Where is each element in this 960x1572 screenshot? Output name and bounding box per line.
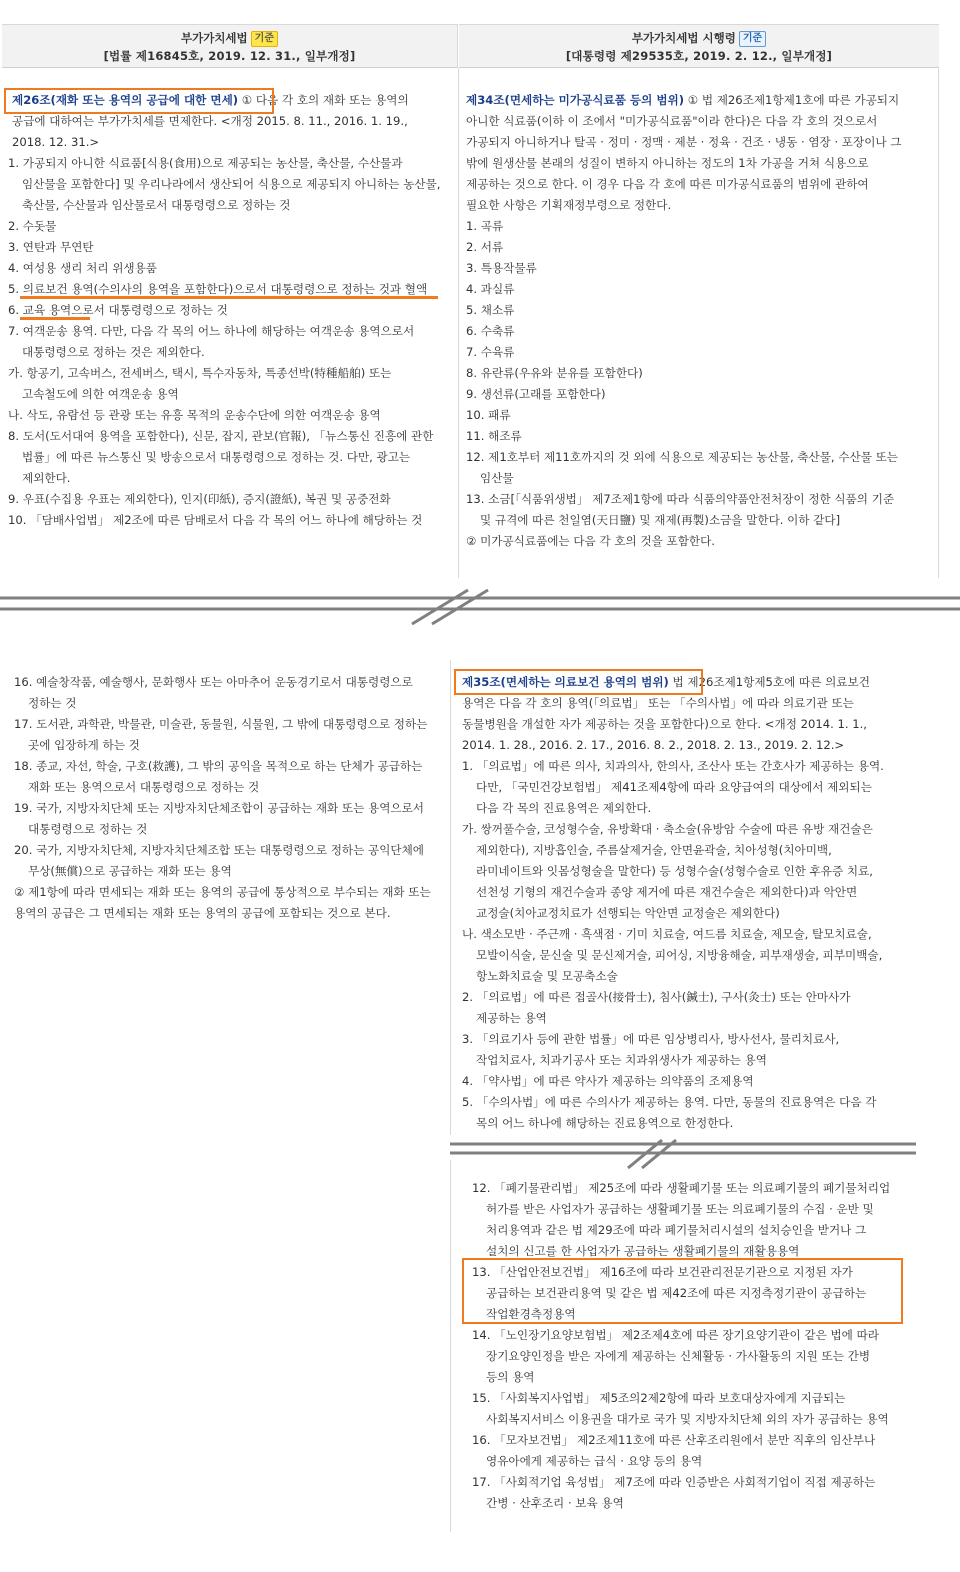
article-26-item: 가. 항공기, 고속버스, 전세버스, 택시, 특수자동차, 특종선박(特種船舶) 또는 고속철도에 의한 여객운송 용역 (8, 366, 392, 401)
article-35-section (462, 672, 894, 1134)
column-border (938, 68, 939, 578)
article-35-continued (472, 1178, 892, 1514)
article-26-item: 4. 여성용 생리 처리 위생용품 (8, 261, 157, 275)
article-35-item: 나. 색소모반 · 주근깨 · 흑색점 · 기미 치료술, 여드름 치료술, 제모술, 탈모치료술, 모발이식술, 문신술 및 문신제거술, 피어싱, 지방융해술, 피부재생술, 피부미백술, 항노화치료술 및 모공축소술 (462, 927, 883, 983)
section-break-marker (450, 1138, 916, 1170)
article-26-item: 7. 여객운송 용역. 다만, 다음 각 목의 어느 하나에 해당하는 여객운송 용역으로서 대통령령으로 정하는 것은 제외한다. (8, 324, 415, 359)
article-26-item: 1. 가공되지 아니한 식료품[식용(食用)으로 제공되는 농산물, 축산물, 수산물과 임산물을 포함한다] 및 우리나라에서 생산되어 식용으로 제공되지 아니하는 농산물, 축산물, 수산물과 임산물로서 대통령령으로 정하는 것 (8, 156, 441, 212)
article-34-item: 2. 서류 (466, 240, 504, 254)
article-34-item: 6. 수축류 (466, 324, 515, 338)
article-35-item: 5. 「수의사법」에 따른 수의사가 제공하는 용역. 다만, 동물의 진료용역은 다음 각 목의 어느 하나에 해당하는 진료용역으로 한정한다. (462, 1095, 877, 1130)
article-35-item: 13. 「산업안전보건법」 제16조에 따라 보건관리전문기관으로 지정된 자가 공급하는 보건관리용역 및 같은 법 제42조에 따른 지정측정기관이 공급하는 작업환경측정용역 (472, 1265, 867, 1321)
article-34-section (466, 90, 902, 552)
article-26-item: 6. 교육 용역으로서 대통령령으로 정하는 것 (8, 303, 228, 317)
section-break-marker (0, 586, 960, 628)
article-34-intro: ① 법 제26조제1항제1호에 따른 가공되지 아니한 식료품(이하 이 조에서 "미가공식료품"이라 한다)은 다음 각 호의 것으로서 가공되지 아니하거나 탈곡 · 정미 · 정맥 · 제분 · 정육 · 건조 · 냉동 · 염장 · 포장이나 그 밖에 원생산물 본래의 성질이 변하지 아니하는 정도의 1차 가공을 거쳐 식용으로 제공하는 것으로 한다. 이 경우 다음 각 호에 따른 미가공식료품의 범위에 관하여 필요한 사항은 기획재정부령으로 정한다. (466, 93, 902, 212)
article-26-title: 제26조(재화 또는 용역의 공급에 대한 면세) (12, 93, 239, 107)
article-35-intro: 법 제26조제1항제5호에 따른 의료보건 용역은 다음 각 호의 용역(「의료법」 또는 「수의사법」에 따라 의료기관 또는 동물병원을 개설한 자가 제공하는 것을 포함한다)으로 한다. <개정 2014. 1. 1., 2014. 1. 28., 2016. 2. 17., 2016. 8. 2., 2018. 2. 13., 2019. 2. 12.> (462, 675, 870, 752)
highlight-box-article-35 (454, 669, 703, 695)
article-35-item: 가. 쌍꺼풀수술, 코성형수술, 유방확대 · 축소술(유방암 수술에 따른 유방 재건술은 제외한다), 지방흡인술, 주름살제거술, 안면윤곽술, 치아성형(치아미백, 라미네이트와 잇몸성형술을 말한다) 등 성형수술(성형수술로 인한 후유증 치료, 선천성 기형의 재건수술과 종양 제거에 따른 재건수술은 제외한다)과 악안면 교정술(치아교정치료가 선행되는 악안면 교정술은 제외한다) (462, 822, 873, 920)
decree-title: 부가가치세법 시행령 (631, 31, 736, 45)
article-34-item: 13. 소금[「식품위생법」 제7조제1항에 따라 식품의약품안전처장이 정한 식품의 기준 및 규격에 따른 천일염(天日鹽) 및 재제(再製)소금을 말한다. 이하 같다] (466, 492, 895, 527)
highlight-box-item-13 (462, 1258, 903, 1324)
article-35-item: 2. 「의료법」에 따른 접골사(接骨士), 침사(鍼士), 구사(灸士) 또는 안마사가 제공하는 용역 (462, 990, 851, 1025)
article-26-para2: ② 제1항에 따라 면세되는 재화 또는 용역의 공급에 통상적으로 부수되는 재화 또는 용역의 공급은 그 면세되는 재화 또는 용역의 공급에 포함되는 것으로 본다. (14, 885, 431, 920)
law-column-header (2, 24, 458, 68)
highlight-underline (20, 317, 90, 320)
article-34-item: 5. 채소류 (466, 303, 515, 317)
article-26-item: 8. 도서(도서대여 용역을 포함한다), 신문, 잡지, 관보(官報), 「뉴스통신 진흥에 관한 법률」에 따른 뉴스통신 및 방송으로서 대통령령으로 정하는 것. 다만, 광고는 제외한다. (8, 429, 434, 485)
column-divider (450, 660, 451, 1135)
column-divider (458, 68, 459, 578)
law-standard-tag[interactable]: 기준 (251, 31, 278, 47)
law-subtitle: [법률 제16845호, 2019. 12. 31., 일부개정] (103, 49, 356, 63)
article-34-item: 9. 생선류(고래를 포함한다) (466, 387, 606, 401)
article-26-section (8, 90, 442, 531)
article-35-item: 1. 「의료법」에 따른 의사, 치과의사, 한의사, 조산사 또는 간호사가 제공하는 용역. 다만, 「국민건강보험법」 제41조제4항에 따라 요양급여의 대상에서 제외되는 다음 각 목의 진료용역은 제외한다. (462, 759, 884, 815)
article-35-item: 16. 「모자보건법」 제2조제11호에 따른 산후조리원에서 분만 직후의 임산부나 영유아에게 제공하는 급식 · 요양 등의 용역 (472, 1433, 876, 1468)
law-title: 부가가치세법 (181, 31, 248, 45)
article-26-item: 19. 국가, 지방자치단체 또는 지방자치단체조합이 공급하는 재화 또는 용역으로서 대통령령으로 정하는 것 (14, 801, 424, 836)
article-35-item: 4. 「약사법」에 따른 약사가 제공하는 의약품의 조제용역 (462, 1074, 754, 1088)
article-34-item: 4. 과실류 (466, 282, 515, 296)
article-26-item: 3. 연탄과 무연탄 (8, 240, 94, 254)
article-35-item: 17. 「사회적기업 육성법」 제7조에 따라 인증받은 사회적기업이 직접 제공하는 간병 · 산후조리 · 보육 용역 (472, 1475, 876, 1510)
article-26-continued (14, 672, 434, 924)
article-34-item: 12. 제1호부터 제11호까지의 것 외에 식용으로 제공되는 농산물, 축산물, 수산물 또는 임산물 (466, 450, 898, 485)
article-35-item: 15. 「사회복지사업법」 제5조의2제2항에 따라 보호대상자에게 지급되는 사회복지서비스 이용권을 대가로 국가 및 지방자치단체 외의 자가 공급하는 용역 (472, 1391, 889, 1426)
column-divider (450, 1160, 451, 1532)
decree-column-header (459, 24, 939, 68)
article-34-item: 10. 패류 (466, 408, 511, 422)
decree-subtitle: [대통령령 제29535호, 2019. 2. 12., 일부개정] (565, 49, 833, 63)
article-26-intro: ① 다음 각 호의 재화 또는 용역의 공급에 대하여는 부가가치세를 면제한다. <개정 2015. 8. 11., 2016. 1. 19., 2018. 12. 31.> (12, 93, 409, 149)
highlight-underline (20, 296, 438, 299)
highlight-box-article-26 (4, 88, 274, 114)
article-26-item: 9. 우표(수집용 우표는 제외한다), 인지(印紙), 증지(證紙), 복권 및 공중전화 (8, 492, 391, 506)
article-26-item: 17. 도서관, 과학관, 박물관, 미술관, 동물원, 식물원, 그 밖에 대통령령으로 정하는 곳에 입장하게 하는 것 (14, 717, 428, 752)
article-35-item: 3. 「의료기사 등에 관한 법률」에 따른 임상병리사, 방사선사, 물리치료사, 작업치료사, 치과기공사 또는 치과위생사가 제공하는 용역 (462, 1032, 840, 1067)
article-26-item: 나. 삭도, 유람선 등 관광 또는 유흥 목적의 운송수단에 의한 여객운송 용역 (8, 408, 381, 422)
article-35-title: 제35조(면세하는 의료보건 용역의 범위) (462, 675, 669, 689)
article-26-item: 10. 「담배사업법」 제2조에 따른 담배로서 다음 각 목의 어느 하나에 해당하는 것 (8, 513, 423, 527)
decree-standard-tag[interactable]: 기준 (739, 31, 766, 47)
article-26-item: 20. 국가, 지방자치단체, 지방자치단체조합 또는 대통령령으로 정하는 공익단체에 무상(無償)으로 공급하는 재화 또는 용역 (14, 843, 424, 878)
article-26-item: 18. 종교, 자선, 학술, 구호(救護), 그 밖의 공익을 목적으로 하는 단체가 공급하는 재화 또는 용역으로서 대통령령으로 정하는 것 (14, 759, 423, 794)
article-34-title: 제34조(면세하는 미가공식료품 등의 범위) (466, 93, 685, 107)
article-26-item: 5. 의료보건 용역(수의사의 용역을 포함한다)으로서 대통령령으로 정하는 것과 혈액 (8, 282, 428, 296)
article-34-item: 3. 특용작물류 (466, 261, 537, 275)
article-35-item: 14. 「노인장기요양보험법」 제2조제4호에 따른 장기요양기관이 같은 법에 따라 장기요양인정을 받은 자에게 제공하는 신체활동 · 가사활동의 지원 또는 간병 등의 용역 (472, 1328, 879, 1384)
article-26-item: 2. 수돗물 (8, 219, 57, 233)
article-35-item: 12. 「폐기물관리법」 제25조에 따라 생활폐기물 또는 의료폐기물의 폐기물처리업 허가를 받은 사업자가 공급하는 생활폐기물 또는 의료폐기물의 수집 · 운반 및 처리용역과 같은 법 제29조에 따라 폐기물처리시설의 설치승인을 받거나 그 설치의 신고를 한 사업자가 공급하는 생활폐기물의 재활용용역 (472, 1181, 891, 1258)
article-26-item: 16. 예술창작품, 예술행사, 문화행사 또는 아마추어 운동경기로서 대통령령으로 정하는 것 (14, 675, 413, 710)
article-34-item: 1. 곡류 (466, 219, 504, 233)
article-34-item: 8. 유란류(우유와 분유를 포함한다) (466, 366, 643, 380)
article-34-item: ② 미가공식료품에는 다음 각 호의 것을 포함한다. (466, 534, 715, 548)
article-34-item: 11. 해조류 (466, 429, 522, 443)
article-34-item: 7. 수육류 (466, 345, 515, 359)
